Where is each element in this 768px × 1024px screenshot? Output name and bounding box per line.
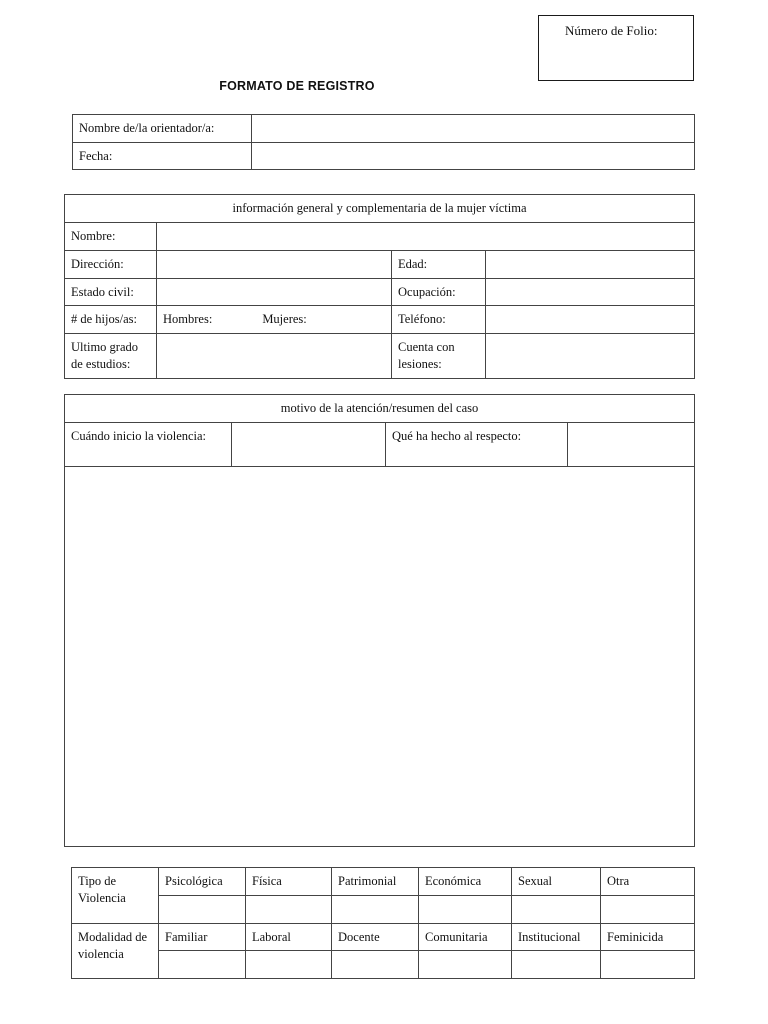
modalidad-familiar-field[interactable] <box>159 951 246 979</box>
fecha-label: Fecha: <box>73 143 252 170</box>
folio-box[interactable] <box>538 15 694 81</box>
modalidad-feminicida-label: Feminicida <box>601 924 695 951</box>
tipo-sexual-label: Sexual <box>512 868 601 896</box>
hombres-label: Hombres: <box>163 312 213 326</box>
tipo-label-line2: Violencia <box>78 891 126 905</box>
tipo-otra-field[interactable] <box>601 896 695 924</box>
nombre-label: Nombre: <box>65 223 157 251</box>
orientador-field[interactable] <box>252 115 695 143</box>
tipo-psicologica-label: Psicológica <box>159 868 246 896</box>
hijos-label: # de hijos/as: <box>65 306 157 334</box>
lesiones-field[interactable] <box>486 334 695 379</box>
modalidad-violencia-label <box>72 924 159 979</box>
general-info-title: información general y complementaria de la mujer víctima <box>65 195 695 223</box>
edad-label: Edad: <box>392 251 486 279</box>
fecha-field[interactable] <box>252 143 695 170</box>
inicio-violencia-label: Cuándo inicio la violencia: <box>65 423 232 467</box>
inicio-violencia-field[interactable] <box>232 423 386 467</box>
modalidad-laboral-label: Laboral <box>246 924 332 951</box>
tipo-sexual-field[interactable] <box>512 896 601 924</box>
tipo-economica-field[interactable] <box>419 896 512 924</box>
hecho-label: Qué ha hecho al respecto: <box>386 423 568 467</box>
modalidad-institucional-label: Institucional <box>512 924 601 951</box>
modalidad-label-line2: violencia <box>78 947 124 961</box>
motivo-title: motivo de la atención/resumen del caso <box>65 395 695 423</box>
orientador-table <box>72 114 695 170</box>
modalidad-familiar-label: Familiar <box>159 924 246 951</box>
estado-civil-label: Estado civil: <box>65 279 157 306</box>
telefono-field[interactable] <box>486 306 695 334</box>
tipo-otra-label: Otra <box>601 868 695 896</box>
modalidad-feminicida-field[interactable] <box>601 951 695 979</box>
tipo-patrimonial-label: Patrimonial <box>332 868 419 896</box>
modalidad-laboral-field[interactable] <box>246 951 332 979</box>
tipo-fisica-label: Física <box>246 868 332 896</box>
tipo-violencia-label <box>72 868 159 924</box>
folio-label: Número de Folio: <box>565 23 658 38</box>
lesiones-label <box>392 334 486 379</box>
modalidad-institucional-field[interactable] <box>512 951 601 979</box>
estado-civil-field[interactable] <box>157 279 392 306</box>
direccion-label: Dirección: <box>65 251 157 279</box>
modalidad-docente-label: Docente <box>332 924 419 951</box>
hecho-field[interactable] <box>568 423 695 467</box>
tipo-label-line1: Tipo de <box>78 874 117 888</box>
tipo-fisica-field[interactable] <box>246 896 332 924</box>
modalidad-comunitaria-field[interactable] <box>419 951 512 979</box>
ocupacion-field[interactable] <box>486 279 695 306</box>
form-title: FORMATO DE REGISTRO <box>219 79 375 93</box>
lesiones-label-line1: Cuenta con <box>398 340 455 354</box>
grado-label-line1: Ultimo grado <box>71 340 139 354</box>
telefono-label: Teléfono: <box>392 306 486 334</box>
nombre-field[interactable] <box>157 223 695 251</box>
violencia-table <box>71 867 695 979</box>
tipo-psicologica-field[interactable] <box>159 896 246 924</box>
direccion-field[interactable] <box>157 251 392 279</box>
modalidad-label-line1: Modalidad de <box>78 930 148 944</box>
tipo-patrimonial-field[interactable] <box>332 896 419 924</box>
motivo-table <box>64 394 695 847</box>
grado-estudios-label <box>65 334 157 379</box>
tipo-economica-label: Económica <box>419 868 512 896</box>
resumen-caso-area[interactable] <box>65 467 695 847</box>
ocupacion-label: Ocupación: <box>392 279 486 306</box>
mujeres-label: Mujeres: <box>262 312 307 326</box>
orientador-label: Nombre de/la orientador/a: <box>73 115 252 143</box>
general-info-table <box>64 194 695 379</box>
grado-label-line2: de estudios: <box>71 357 131 371</box>
modalidad-docente-field[interactable] <box>332 951 419 979</box>
lesiones-label-line2: lesiones: <box>398 357 442 371</box>
hijos-field[interactable] <box>157 306 392 334</box>
grado-estudios-field[interactable] <box>157 334 392 379</box>
modalidad-comunitaria-label: Comunitaria <box>419 924 512 951</box>
edad-field[interactable] <box>486 251 695 279</box>
